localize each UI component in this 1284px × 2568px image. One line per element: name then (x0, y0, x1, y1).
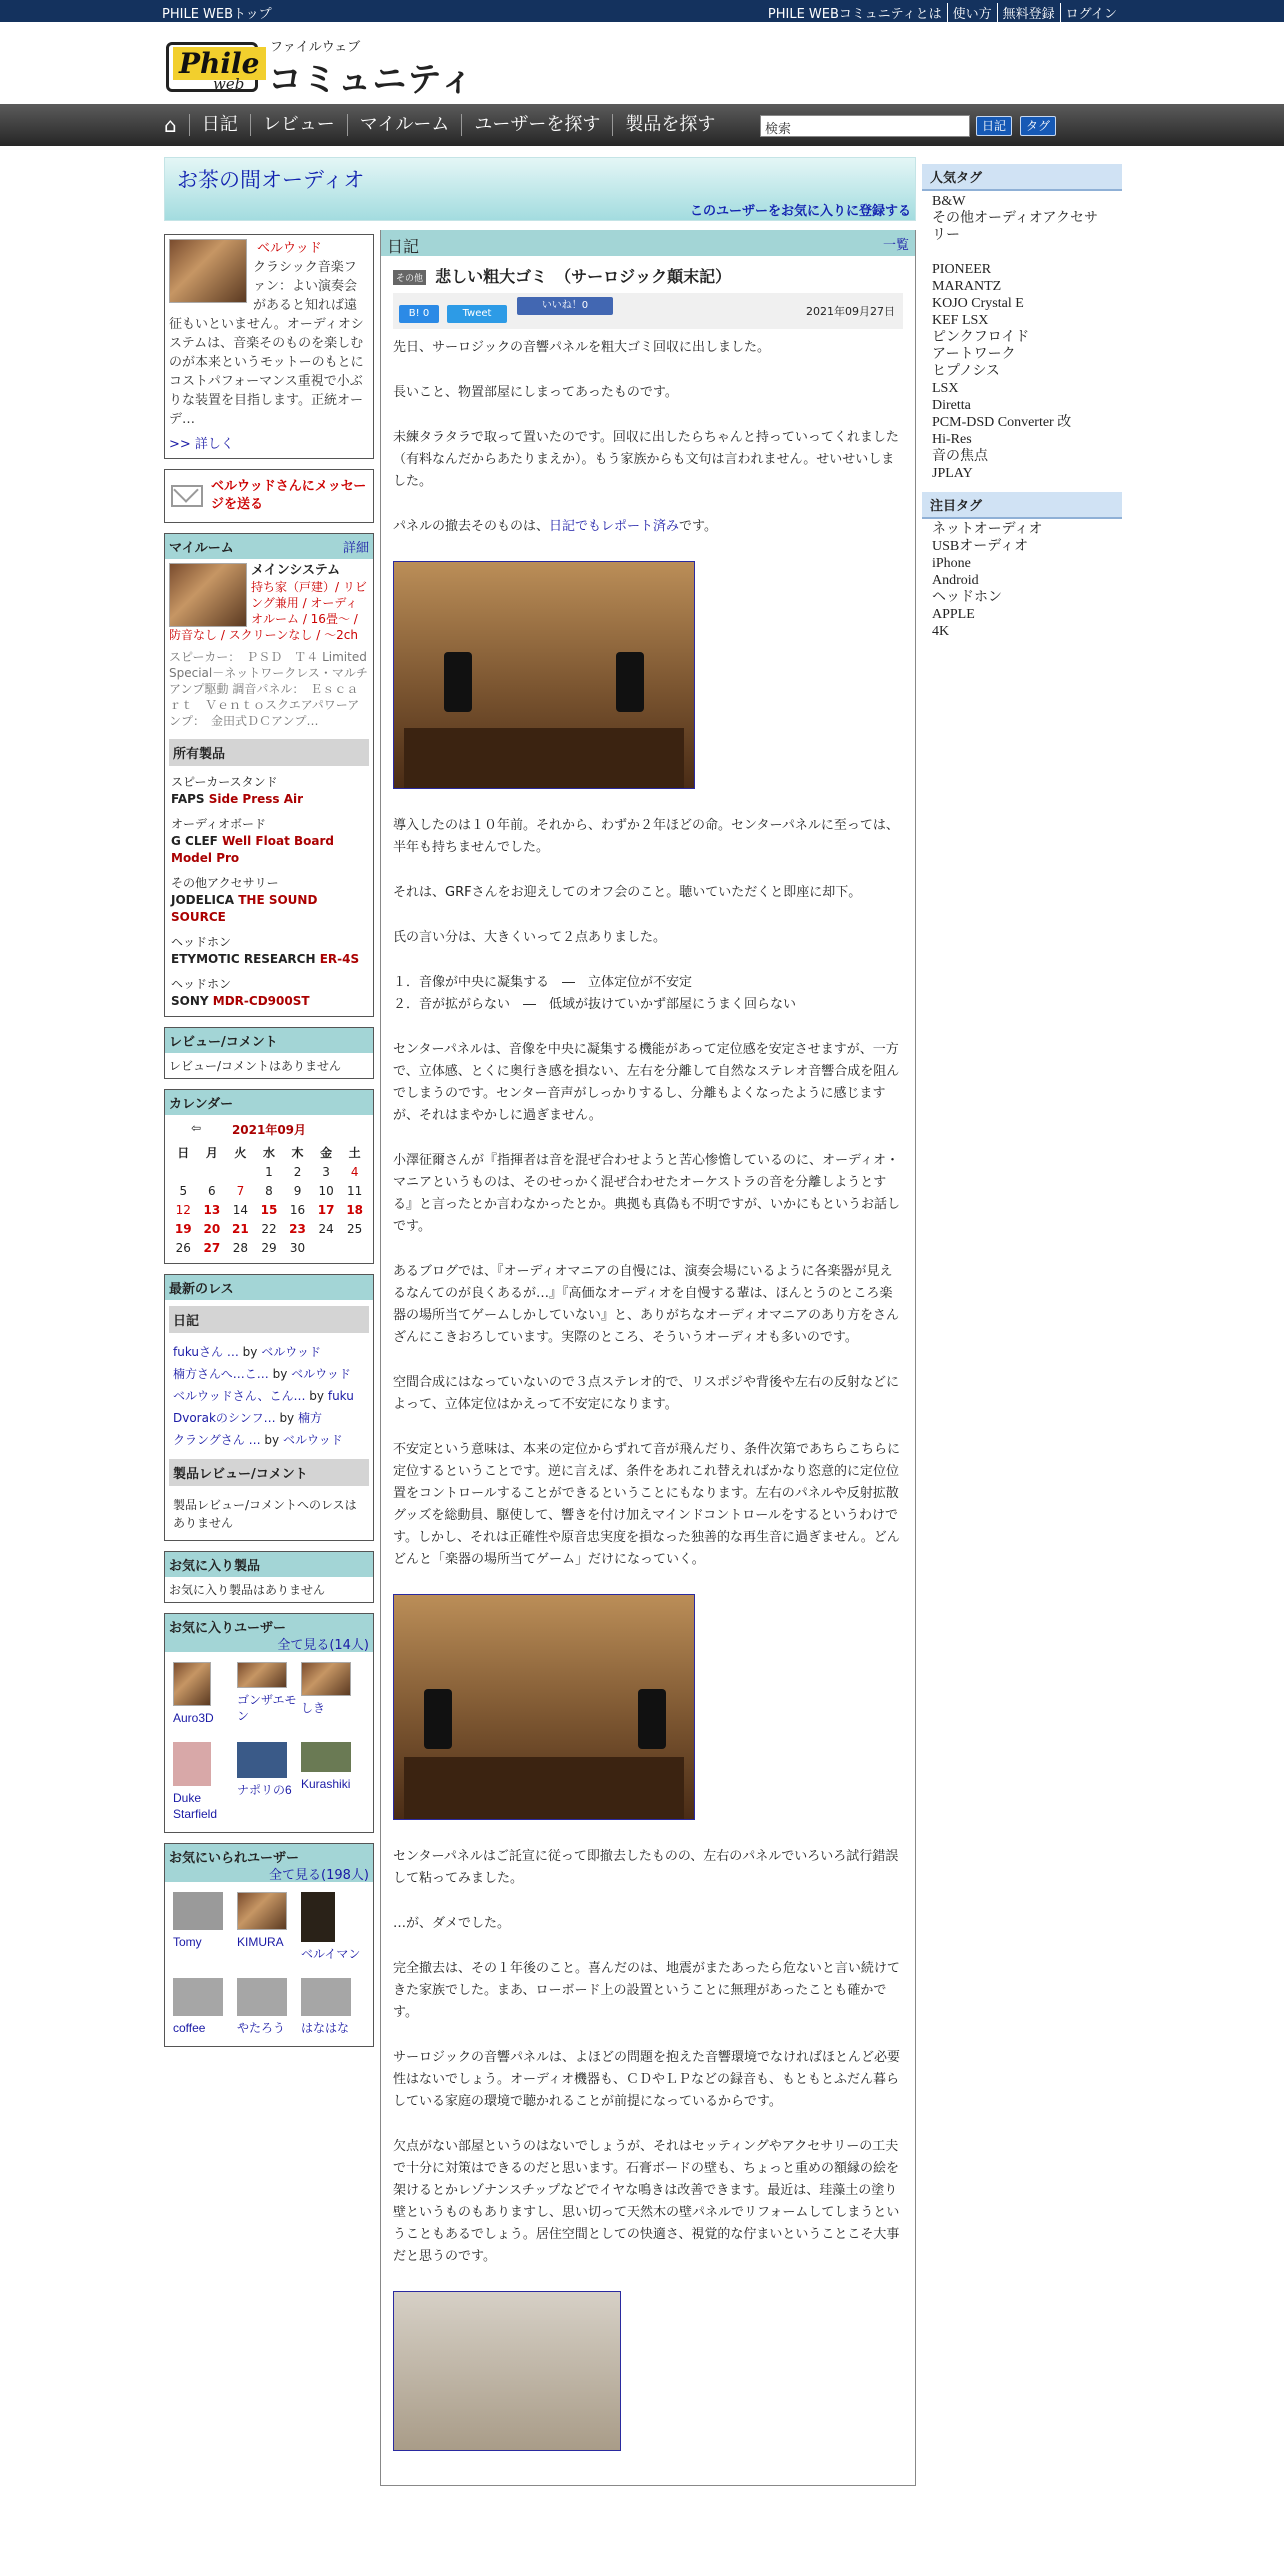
site-logo[interactable]: Phile web ファイルウェブ コミュニティ (162, 34, 482, 96)
register-link[interactable]: 無料登録 (997, 3, 1060, 22)
main-nav (0, 104, 1284, 146)
hot-tags-title: 注目タグ (922, 492, 1122, 519)
user-card[interactable]: はなはな (301, 1978, 365, 2036)
nav-diary[interactable]: 日記 (189, 114, 250, 136)
user-card[interactable]: KIMURA (237, 1892, 301, 1962)
share-bar (393, 293, 903, 329)
owned-product[interactable]: スピーカースタンド FAPS Side Press Air (171, 775, 304, 806)
user-card[interactable]: Auro3D (173, 1662, 237, 1726)
send-message-button[interactable]: ベルウッドさんにメッセージを送る (164, 469, 374, 523)
envelope-icon (171, 485, 203, 507)
fav-users-box: お気に入りユーザー 全て見る(14人) Auro3D ゴンザエモン しき Duke Starfield ナポリの6 Kurashiki (164, 1613, 374, 1833)
recent-replies-box: 最新のレス 日記 fukuさん … by ベルウッド 楠方さんへ…こ… by ベルウッド ベルウッドさん、こん… by fuku Dvorakのシンフ… by 楠方 クラングさん … by ベルウッド 製品レビュー/コメント 製品レビュー/コメントへのレスはありません (164, 1274, 374, 1541)
system-description: スピーカー： ＰＳＤ Ｔ４ Limited Special－ネットワークレス・マルチアンプ駆動 調音パネル： Ｅｓｃａｒｔ Ｖｅｎｔｏスクエアパワーアンプ： 金田式ＤＣアンプ… (169, 650, 368, 728)
calendar-month: 2021年09月 (231, 1123, 307, 1137)
hatena-bookmark-button[interactable]: B! 0 (399, 305, 439, 323)
reply-item[interactable]: クラングさん … by ベルウッド (173, 1433, 343, 1447)
page-title: お茶の間オーディオ (177, 168, 365, 192)
nav-myroom[interactable]: マイルーム (347, 114, 462, 136)
diary-title: 悲しい粗大ゴミ （サーロジック顛末記） (435, 267, 732, 286)
search-tag-button[interactable]: タグ (1020, 116, 1056, 136)
top-links (763, 3, 1122, 22)
user-card[interactable]: ゴンザエモン (237, 1662, 301, 1726)
nav-find-users[interactable]: ユーザーを探す (461, 114, 612, 136)
avatar[interactable] (169, 239, 247, 303)
left-column (164, 234, 374, 2057)
profile-box (164, 234, 374, 459)
calendar-table: 日 月 火 水 木 金 土 1 2 3 4 5 6 7 8 9 10 11 12 13 14 15 16 17 18 19 20 21 22 23 24 25 26 27 28 29 30 (174, 1146, 364, 1255)
diary-list-link[interactable]: 一覧 (882, 238, 909, 253)
diary-column: 日記 一覧 その他 悲しい粗大ゴミ （サーロジック顛末記） B! 0 Tweet いいね！0 2021年09月27日 先日、サーロジックの音響パネルを粗大ゴミ回収に出しました。 長いこと、物置部屋にしまってあったものです。 未練タラタラで取って置いたのです。回収に出したらちゃんと持っていってくれました（有料なんだからあたりまえか）。もう家族からも文句は言われません。せいせいしました。 パネルの撤去そのものは、日記でもレポート済みです。 導入したのは１０年前。それから、わずか２年ほどの命。センターパネルに至っては、半年も持ちませんでした。 それは、GRFさんをお迎えしてのオフ会のこと。聴いていただくと即座に却下。 氏の言い分は、大きくいって２点ありました。 １．音像が中央に凝集する ― 立体定位が不安定 ２．音が拡がらない ― 低域が抜けていかず部屋にうまく回らない センターパネルは、音像を中央に凝集する機能があって定位感を安定させますが、一方で、立体感、とくに奥行き感を損ない、左右を分離して自然なステレオ音響合成を阻んでしまうのです。センター音声がしっかりするし、分離もよくなったように感じますが、それはまやかしに過ぎません。 小澤征爾さんが『指揮者は音を混ぜ合わせようと苦心惨憺しているのに、オーディオ・マニアというものは、そのせっかく混ぜ合わせたオーケストラの音を分離しようとする』と言ったとか言わなかったとか。典拠も真偽も不明ですが、いかにもというお話しです。 あるブログでは、『オーディオマニアの自慢には、演奏会場にいるように各楽器が見えるなんてのが良くあるが…』『高価なオーディオを自慢する輩は、ほんとうのところ楽器の場所当てゲームしかしていない』と、ありがちなオーディオマニアのあり方をさんざんにこきおろしています。実際のところ、そういうオーディオも多いのです。 空間合成にはなっていないので３点ステレオ的で、リスポジや背後や左右の反射などによって、立体定位はかえって不安定になります。 不安定という意味は、本来の定位からずれて音が飛んだり、条件次第であちらこちらに定位するということです。逆に言えば、条件をあれこれ替えればかなり恣意的に定位位置をコントロールすることができるということにもなります。左右のパネルや反射拡散グッズを総動員、駆使して、響きを付け加えマインドコントロールをするというわけです。しかし、それは正確性や原音忠実度を損なった独善的な再生音に過ぎません。どんどんと「楽器の場所当てゲーム」だけになっていく。 センターパネルはご託宣に従って即撤去したものの、左右のパネルでいろいろ試行錯誤して粘ってみました。 …が、ダメでした。 完全撤去は、その１年後のこと。喜んだのは、地震がまたあったら危ないと言い続けてきた家族でした。まあ、ローボード上の設置ということに無理があったことも確かです。 サーロジックの音響パネルは、よほどの問題を抱えた音響環境でなければほとんど必要性はないでしょう。オーディオ機器も、ＣＤやＬＰなどの録音も、もともとふだん暮らしている家庭の環境で聴かれることが前提になっているからです。 欠点がない部屋というのはないでしょうが、それはセッティングやアクセサリーの工夫で十分に対策はできるのだと思います。石膏ボードの壁も、ちょっと重めの額縁の絵を架けるとかレゾナンスチップなどでイヤな鳴きは改善できます。最近は、珪藻土の塗り壁というものもありますし、思い切って天然木の壁パネルでリフォームしてしまうということもあるでしょう。居住空間としての快適さ、視覚的な佇まいということこそ大事だと思うのです。 (380, 230, 916, 2486)
report-link[interactable]: 日記でもレポート済み (549, 519, 680, 534)
like-button[interactable]: いいね！0 (517, 297, 613, 315)
user-card[interactable]: coffee (173, 1978, 237, 2036)
hot-tags: ネットオーディオ USBオーディオ iPhone Android ヘッドホン APPLE 4K (932, 522, 1043, 639)
tweet-button[interactable]: Tweet (447, 305, 507, 323)
profile-text: クラシック音楽ファン：よい演奏会があると知れば遠征もいといません。オーディオシステムは、音楽そのものを楽しむのが本来というモットーのもとにコストパフォーマンス重視で小ぶりな装置を目指します。正統オーデ… (169, 260, 364, 427)
popular-tags-title: 人気タグ (922, 164, 1122, 191)
top-bar (0, 0, 1284, 22)
reply-item[interactable]: 楠方さんへ…こ… by ベルウッド (173, 1367, 351, 1381)
room-tags[interactable]: 持ち家（戸建）/ リビング兼用 / オーディオルーム / 16畳～ / 防音なし / スクリーンなし / ～2ch (169, 580, 367, 642)
nav-find-products[interactable]: 製品を探す (612, 114, 727, 136)
diary-body: 先日、サーロジックの音響パネルを粗大ゴミ回収に出しました。 長いこと、物置部屋にしまってあったものです。 未練タラタラで取って置いたのです。回収に出したらちゃんと持っていってくれました（有料なんだからあたりまえか）。もう家族からも文句は言われません。せいせいしました。 パネルの撤去そのものは、日記でもレポート済みです。 導入したのは１０年前。それから、わずか２年ほどの命。センターパネルに至っては、半年も持ちませんでした。 それは、GRFさんをお迎えしてのオフ会のこと。聴いていただくと即座に却下。 氏の言い分は、大きくいって２点ありました。 １．音像が中央に凝集する ― 立体定位が不安定 ２．音が拡がらない ― 低域が抜けていかず部屋にうまく回らない センターパネルは、音像を中央に凝集する機能があって定位感を安定させますが、一方で、立体感、とくに奥行き感を損ない、左右を分離して自然なステレオ音響合成を阻んでしまうのです。センター音声がしっかりするし、分離もよくなったように感じますが、それはまやかしに過ぎません。 小澤征爾さんが『指揮者は音を混ぜ合わせようと苦心惨憺しているのに、オーディオ・マニアというものは、そのせっかく混ぜ合わせたオーケストラの音を分離しようとする』と言ったとか言わなかったとか。典拠も真偽も不明ですが、いかにもというお話しです。 あるブログでは、『オーディオマニアの自慢には、演奏会場にいるように各楽器が見えるなんてのが良くあるが…』『高価なオーディオを自慢する輩は、ほんとうのところ楽器の場所当てゲームしかしていない』と、ありがちなオーディオマニアのあり方をさんざんにこきおろしています。実際のところ、そういうオーディオも多いのです。 空間合成にはなっていないので３点ステレオ的で、リスポジや背後や左右の反射などによって、立体定位はかえって不安定になります。 不安定という意味は、本来の定位からずれて音が飛んだり、条件次第であちらこちらに定位するということです。逆に言えば、条件をあれこれ替えればかなり恣意的に定位位置をコントロールすることができるということにもなります。左右のパネルや反射拡散グッズを総動員、駆使して、響きを付け加えマインドコントロールをするというわけです。しかし、それは正確性や原音忠実度を損なった独善的な再生音に過ぎません。どんどんと「楽器の場所当てゲーム」だけになっていく。 センターパネルはご託宣に従って即撤去したものの、左右のパネルでいろいろ試行錯誤して粘ってみました。 …が、ダメでした。 完全撤去は、その１年後のこと。喜んだのは、地震がまたあったら危ないと言い続けてきた家族でした。まあ、ローボード上の設置ということに無理があったことも確かです。 サーロジックの音響パネルは、よほどの問題を抱えた音響環境でなければほとんど必要性はないでしょう。オーディオ機器も、ＣＤやＬＰなどの録音も、もともとふだん暮らしている家庭の環境で聴かれることが前提になっているからです。 欠点がない部屋というのはないでしょうが、それはセッティングやアクセサリーの工夫で十分に対策はできるのだと思います。石膏ボードの壁も、ちょっと重めの額縁の絵を架けるとかレゾナンスチップなどでイヤな鳴きは改善できます。最近は、珪藻土の塗り壁というものもありますし、思い切って天然木の壁パネルでリフォームしてしまうということもあるでしょう。居住空間としての快適さ、視覚的な佇まいということこそ大事だと思うのです。 (393, 337, 903, 2451)
fav-products-box: お気に入り製品 お気に入り製品はありません (164, 1551, 374, 1603)
category-badge: その他 (393, 270, 426, 285)
owned-product[interactable]: その他アクセサリー JODELICA THE SOUND SOURCE (171, 876, 318, 924)
phile-web-top-link[interactable]: PHILE WEBトップ (162, 7, 272, 22)
review-box: レビュー/コメント レビュー/コメントはありません (164, 1027, 374, 1079)
user-card[interactable]: やたろう (237, 1978, 301, 2036)
faved-users-box: お気にいられユーザー 全て見る(198人) Tomy KIMURA ベルイマン coffee やたろう はなはな (164, 1843, 374, 2047)
owned-product[interactable]: ヘッドホン SONY MDR-CD900ST (171, 977, 310, 1008)
nav-review[interactable]: レビュー (250, 114, 347, 136)
user-card[interactable]: ベルイマン (301, 1892, 365, 1962)
search-input[interactable]: 検索 (760, 115, 970, 137)
user-card[interactable]: Duke Starfield (173, 1742, 237, 1822)
fav-users-all-link[interactable]: 全て見る(14人) (277, 1638, 369, 1653)
profile-more-link[interactable]: >> 詳しく (169, 437, 234, 452)
user-banner (164, 157, 916, 221)
popular-tags: B&W その他オーディオアクセサリー PIONEER MARANTZ KOJO Crystal E KEF LSX ピンクフロイド アートワーク ヒプノシス LSX Diretta PCM-DSD Converter 改 Hi-Res 音の焦点 JPLAY (932, 194, 1099, 481)
home-icon[interactable]: ⌂ (164, 113, 177, 137)
howto-link[interactable]: 使い方 (947, 3, 997, 22)
user-card[interactable]: Tomy (173, 1892, 237, 1962)
about-link[interactable]: PHILE WEBコミュニティとは (767, 7, 942, 22)
right-column (922, 164, 1122, 650)
user-card[interactable]: Kurashiki (301, 1742, 365, 1822)
room-photo-1[interactable] (393, 561, 695, 789)
user-card[interactable]: しき (301, 1662, 365, 1726)
myroom-box: マイルーム 詳細 メインシステム 持ち家（戸建）/ リビング兼用 / オーディオルーム / 16畳～ / 防音なし / スクリーンなし / ～2ch スピーカー： ＰＳＤ Ｔ４ Limited Special－ネットワークレス・マルチアンプ駆動 調音パネル： Ｅｓｃａｒｔ Ｖｅｎｔｏスクエアパワーアンプ： 金田式ＤＣアンプ… 所有製品 スピーカースタンド FAPS Side Press Air オーディオボード G CLEF Well Float Board Model Pro その他アクセサリー JODELICA THE SOUND SOURCE ヘッドホン ETYMOTIC RESEARCH ER-4S ヘッドホン SONY MDR-CD900ST (164, 533, 374, 1017)
faved-users-all-link[interactable]: 全て見る(198人) (269, 1868, 369, 1883)
reply-item[interactable]: ベルウッドさん、こん… by fuku (173, 1389, 354, 1403)
reply-item[interactable]: fukuさん … by ベルウッド (173, 1345, 321, 1359)
diary-date: 2021年09月27日 (806, 305, 895, 318)
owned-product[interactable]: オーディオボード G CLEF Well Float Board Model Pro (171, 817, 334, 865)
room-photo[interactable] (169, 563, 247, 627)
reply-item[interactable]: Dvorakのシンフ… by 楠方 (173, 1411, 322, 1425)
owned-product[interactable]: ヘッドホン ETYMOTIC RESEARCH ER-4S (171, 935, 360, 966)
profile-name-link[interactable]: ベルウッド (257, 241, 322, 256)
login-link[interactable]: ログイン (1060, 3, 1122, 22)
room-photo-2[interactable] (393, 1594, 695, 1820)
myroom-detail-link[interactable]: 詳細 (342, 541, 369, 556)
room-photo-3[interactable] (393, 2291, 621, 2451)
calendar-box: カレンダー ⇦ 2021年09月 日 月 火 水 木 金 土 1 2 3 4 5 6 7 8 9 10 11 12 13 14 15 16 17 18 19 20 21 22 23 24 25 26 27 28 29 30 (164, 1089, 374, 1264)
user-card[interactable]: ナポリの6 (237, 1742, 301, 1822)
prev-month-icon[interactable]: ⇦ (191, 1121, 202, 1135)
search-diary-button[interactable]: 日記 (976, 116, 1012, 136)
add-favorite-link[interactable]: このユーザーをお気に入りに登録する (689, 204, 911, 219)
